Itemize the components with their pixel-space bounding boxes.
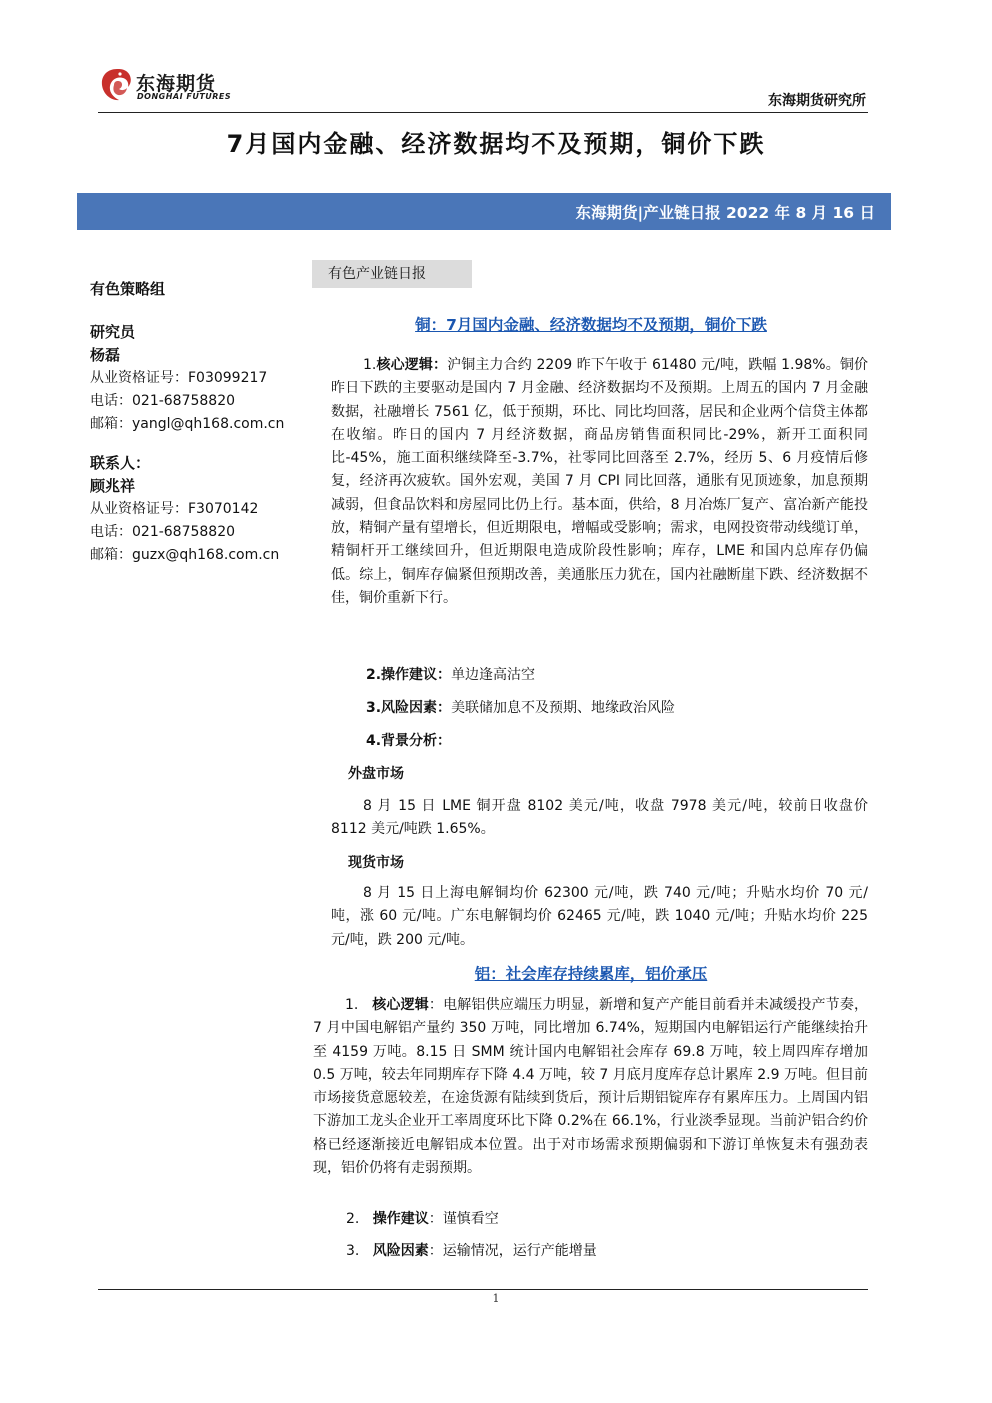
copper-background-label: 4.背景分析： [366, 733, 452, 749]
page-title: 7月国内金融、经济数据均不及预期，铜价下跌 [226, 130, 766, 158]
copper-op-text: 单边逢高沽空 [451, 667, 536, 683]
institute-name: 东海期货研究所 [768, 93, 866, 109]
contact-cert: 从业资格证号：F3070142 [90, 501, 259, 517]
researcher-label: 研究员 [90, 323, 136, 341]
page-number: 1 [492, 1292, 500, 1305]
spot-market-text: 8 月 15 日上海电解铜均价 62300 元/吨，跌 740 元/吨；升贴水均价 70 元/吨，涨 60 元/吨。广东电解铜均价 62465 元/吨，跌 1040 元/吨；升贴水均价 225 元/吨，跌 200 元/吨。 [331, 885, 868, 948]
logo-en-text: DONGHAI FUTURES [137, 92, 232, 101]
dragon-logo-icon [98, 66, 136, 104]
report-banner-text: 东海期货|产业链日报 2022 年 8 月 16 日 [575, 204, 875, 222]
aluminum-section-title[interactable]: 铝：社会库存持续累库，铝价承压 [474, 965, 708, 983]
copper-section-title[interactable]: 铜：7月国内金融、经济数据均不及预期，铜价下跌 [415, 316, 767, 334]
contact-email[interactable]: 邮箱：guzx@qh168.com.cn [90, 547, 280, 563]
footer-divider [98, 1289, 868, 1290]
copper-op-label: 2.操作建议： [366, 667, 452, 683]
category-tag: 有色产业链日报 [312, 260, 472, 288]
researcher-email[interactable]: 邮箱：yangl@qh168.com.cn [90, 416, 285, 432]
contact-name: 顾兆祥 [90, 477, 136, 495]
aluminum-risk-label: 风险因素 [372, 1243, 429, 1259]
logo-cn-text: 东海期货 [136, 73, 217, 95]
strategy-group-label: 有色策略组 [90, 280, 166, 298]
contact-phone: 电话：021-68758820 [90, 524, 236, 540]
aluminum-op-text: ：谨慎看空 [428, 1211, 499, 1227]
copper-risk-factors [366, 697, 675, 719]
aluminum-op-label: 操作建议 [372, 1211, 429, 1227]
header-divider [98, 112, 868, 113]
aluminum-logic-num: 1. [345, 997, 359, 1013]
copper-core-logic [331, 354, 868, 610]
copper-risk-text: 美联储加息不及预期、地缘政治风险 [451, 700, 676, 716]
aluminum-core-logic [313, 994, 868, 1180]
contact-label: 联系人： [90, 454, 151, 472]
spot-market-label: 现货市场 [348, 855, 404, 871]
aluminum-operation-advice: 2. 操作建议：谨慎看空 [346, 1211, 499, 1227]
copper-logic-label: 核心逻辑： [376, 357, 448, 373]
copper-logic-num: 1. [363, 357, 377, 373]
researcher-name: 杨磊 [90, 346, 121, 364]
aluminum-logic-label: 核心逻辑 [372, 997, 429, 1013]
foreign-market-label: 外盘市场 [348, 766, 404, 782]
researcher-phone: 电话：021-68758820 [90, 393, 236, 409]
report-banner [77, 193, 891, 230]
foreign-market-text: 8 月 15 日 LME 铜开盘 8102 美元/吨，收盘 7978 美元/吨，较前日收盘价 8112 美元/吨跌 1.65%。 [331, 798, 868, 838]
copper-risk-label: 3.风险因素： [366, 700, 452, 716]
company-logo [98, 66, 232, 106]
copper-logic-text: 沪铜主力合约 2209 昨下午收于 61480 元/吨，跌幅 1.98%。铜价昨日下跌的主要驱动是国内 7 月金融、经济数据均不及预期。上周五的国内 7 月金融数据，社融增长 7561 亿，低于预期，环比、同比均回落，居民和企业两个信贷主体都在收缩。昨日的国内 7 月经济数据，商品房销售面积同比-29%，新开工面积同比-45%，施工面积继续降至-3.7%，社零同比回落至 2.7%，经历 5、6 月疫情后修复，经济再次疲软。国外宏观，美国 7 月 CPI 同比回落，通胀有见顶迹象，加息预期减弱，但食品饮料和房屋同比仍上行。基本面，供给，8 月冶炼厂复产、富冶新产能投放，精铜产量有望增长，但近期限电，增幅或受影响；需求，电网投资带动线缆订单，精铜杆开工继续回升，但近期限电造成阶段性影响；库存，LME 和国内总库存仍偏低。综上，铜库存偏紧但预期改善，美通胀压力犹在，国内社融断崖下跌、经济数据不佳，铜价重新下行。 [331, 357, 868, 606]
copper-operation-advice [366, 664, 535, 686]
aluminum-risk-text: ：运输情况，运行产能增量 [428, 1243, 597, 1259]
sidebar-analyst-info [90, 278, 305, 567]
aluminum-logic-text: ：电解铝供应端压力明显，新增和复产产能目前看并未减缓投产节奏，7 月中国电解铝产量约 350 万吨，同比增加 6.74%，短期国内电解铝运行产能继续抬升至 4159 万吨。8.15 日 SMM 统计国内电解铝社会库存 69.8 万吨，较上周四库存增加 0.5 万吨，较去年同期库存下降 4.4 万吨，较 7 月底月度库存总计累库 2.9 万吨。但目前市场接货意愿较差，在途货源有陆续到货后，预计后期铝锭库存有累库压力。上周国内铝下游加工龙头企业开工率周度环比下降 0.2%在 66.1%，行业淡季显现。当前沪铝合约价格已经逐渐接近电解铝成本位置。出于对市场需求预期偏弱和下游订单恢复未有强劲表现，铝价仍将有走弱预期。 [313, 997, 869, 1177]
aluminum-risk-factors: 3. 风险因素：运输情况，运行产能增量 [346, 1243, 597, 1259]
researcher-cert: 从业资格证号：F03099217 [90, 370, 268, 386]
